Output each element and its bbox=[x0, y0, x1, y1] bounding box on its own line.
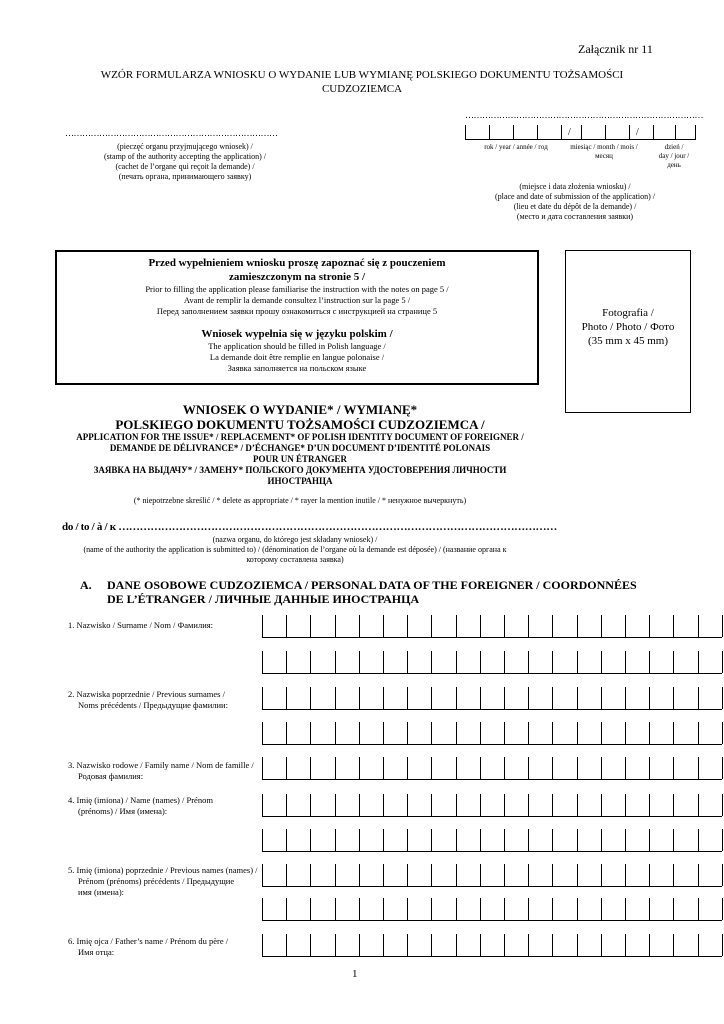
stamp-caption: (pieczęć organu przyjmującego wniosek) / (stamp of the authority accepting the application) / (cachet de l’organe qui reçoit la demande) / (печать органа, принимающего заявку) bbox=[104, 142, 266, 181]
date-year-label: rok / year / année / год bbox=[484, 143, 548, 151]
date-day-label: dzień / day / jour / день bbox=[658, 143, 690, 169]
delete-note: (* niepotrzebne skreślić / * delete as appropriate / * rayer la mention inutile / * ненужное вычеркнуть) bbox=[133, 496, 467, 505]
notice-heading: zamieszczonym na stronie 5 / bbox=[228, 271, 366, 283]
notice-language-heading: Wniosek wypełnia się w języku polskim / bbox=[201, 328, 393, 340]
notice-heading: Przed wypełnieniem wniosku proszę zapoznać się z pouczeniem bbox=[148, 257, 446, 269]
cell-input-row[interactable] bbox=[262, 688, 722, 710]
field-label-previous-surnames: 2. Nazwiska poprzednie / Previous surnames / Noms précédents / Предыдущие фамилии: bbox=[68, 689, 228, 710]
authority-caption: (nazwa organu, do którego jest składany wniosek) / (name of the authority the application is submitted to) / (dénomination de l’organe où la demande est déposée) / (название органа к которому составлена заявка) bbox=[83, 535, 507, 564]
cell-input-row[interactable] bbox=[262, 758, 722, 780]
field-label-surname: 1. Nazwisko / Surname / Nom / Фамилия: bbox=[68, 620, 214, 630]
field-label-father-name: 6. Imię ojca / Father’s name / Prénom du père / Имя отца: bbox=[68, 936, 229, 957]
cell-input-row[interactable] bbox=[262, 899, 722, 921]
application-subtitle: APPLICATION FOR THE ISSUE* / REPLACEMENT* OF POLISH IDENTITY DOCUMENT OF FOREIGNER / DEMANDE DE DÉLIVRANCE* / D’ÉCHANGE* D’UN DOCUMENT D’IDENTITÉ POLONAIS POUR UN ÉTRANGER ЗАЯВКА НА ВЫДАЧУ* / ЗАМЕНУ* ПОЛЬСКОГО ДОКУМЕНТА УДОСТОВЕРЕНИЯ ЛИЧНОСТИ ИНОСТРАНЦА bbox=[76, 432, 524, 486]
date-separator: / bbox=[568, 127, 571, 138]
instruction-notice-box: Przed wypełnieniem wniosku proszę zapoznać się z pouczeniem zamieszczonym na stronie 5 / Prior to filling the application please familiarise the instruction with the notes on page 5 / Avant de remplir la demande consultez l’instruction sur la page 5 / Перед заполнением заявки прошу ознакомиться с инструкцией на странице 5 Wniosek wypełnia się w języku polskim / The application should be filled in Polish language / La demande doit être remplie en langue polonaise / Заявка заполняется на польском языке bbox=[55, 250, 539, 385]
cell-input-row[interactable] bbox=[262, 652, 722, 674]
cell-input-row[interactable] bbox=[262, 865, 722, 887]
form-template-title: WZÓR FORMULARZA WNIOSKU O WYDANIE LUB WYMIANĘ POLSKIEGO DOKUMENTU TOŻSAMOŚCI CUDZOZIEMCA bbox=[100, 69, 624, 95]
application-title: WNIOSEK O WYDANIE* / WYMIANĘ* POLSKIEGO DOKUMENTU TOŻSAMOŚCI CUDZOZIEMCA / bbox=[115, 402, 485, 432]
authority-line[interactable]: do / to / à / к …………………………………………………………………………………………………………… bbox=[62, 521, 557, 533]
place-line: ………………………………………………………………………… bbox=[465, 110, 703, 120]
cell-input-row[interactable] bbox=[262, 723, 722, 745]
place-caption: (miejsce i data złożenia wniosku) / (place and date of submission of the application) / (lieu et date du dépôt de la demande) / (место и дата составления заявки) bbox=[495, 182, 655, 221]
section-a-letter: A. bbox=[80, 578, 92, 592]
annex-label: Załącznik nr 11 bbox=[578, 42, 653, 56]
cell-input-row[interactable] bbox=[262, 935, 722, 957]
page-number: 1 bbox=[352, 968, 358, 980]
date-input-boxes[interactable] bbox=[465, 126, 696, 140]
cell-input-row[interactable] bbox=[262, 616, 722, 638]
cell-input-row[interactable] bbox=[262, 830, 722, 852]
stamp-line: ………………………………………………………………… bbox=[65, 128, 278, 138]
date-month-label: miesiąc / month / mois / месяц bbox=[570, 143, 638, 160]
section-a-title: DANE OSOBOWE CUDZOZIEMCA / PERSONAL DATA OF THE FOREIGNER / COORDONNÉES DE L’ÉTRANGER / ЛИЧНЫЕ ДАННЫЕ ИНОСТРАНЦА bbox=[107, 578, 637, 606]
photo-box[interactable]: Fotografia / Photo / Photo / Фото (35 mm x 45 mm) bbox=[565, 250, 691, 413]
cell-input-row[interactable] bbox=[262, 795, 722, 817]
field-label-previous-names: 5. Imię (imiona) poprzednie / Previous names (names) / Prénom (prénoms) précédents / Предыдущие имя (имена): bbox=[68, 865, 258, 897]
date-separator: / bbox=[636, 127, 639, 138]
field-label-family-name: 3. Nazwisko rodowe / Family name / Nom de famille / Родовая фамилия: bbox=[68, 760, 254, 781]
field-label-name: 4. Imię (imiona) / Name (names) / Prénom (prénoms) / Имя (имена): bbox=[68, 795, 213, 816]
